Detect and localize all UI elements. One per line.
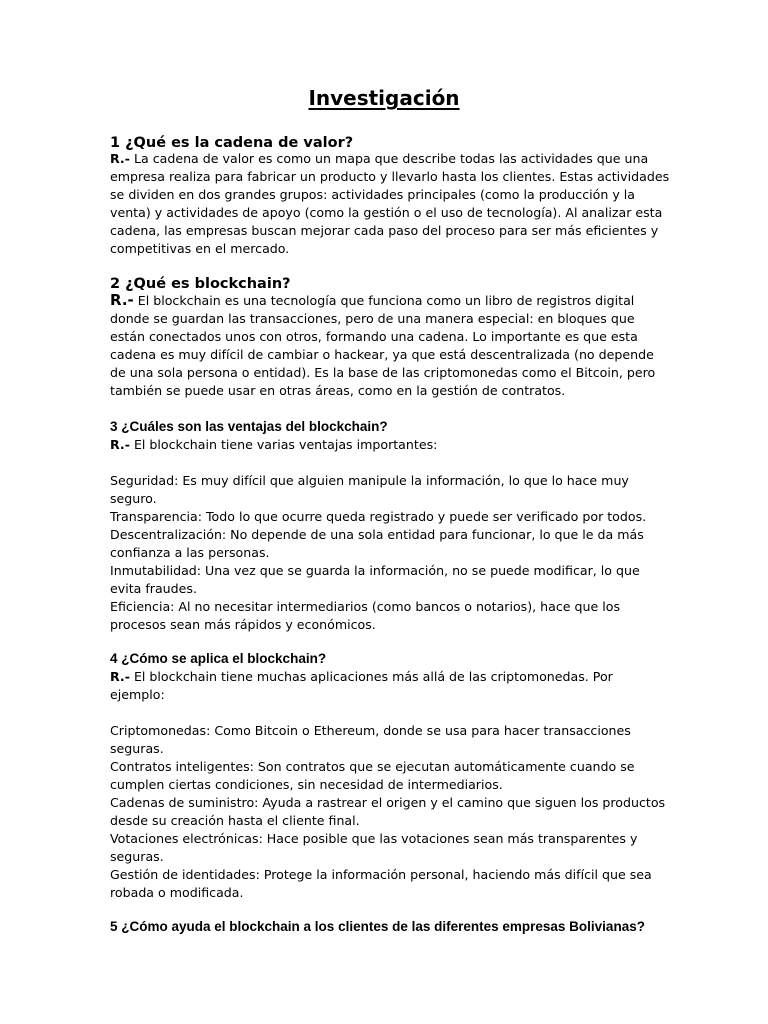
answer-text: El blockchain es una tecnología que funciona como un libro de registros digital donde se guardan las transacciones, pero de una manera especial: en bloques que están conectados unos con otros, formando una cadena. Lo importante es que esta cadena es muy difícil de cambiar o hackear, ya que está descentralizada (no depende de una sola persona o entidad). Es la base de las criptomonedas como el Bitcoin, pero también se puede usar en otras áreas, como en la gestión de contratos.	[110, 293, 656, 398]
list-item: Descentralización: No depende de una sola entidad para funcionar, lo que le da más confianza a las personas.	[110, 527, 644, 560]
answer-text: La cadena de valor es como un mapa que describe todas las actividades que una empresa realiza para fabricar un producto y llevarlo hasta los clientes. Estas actividades se dividen en dos grandes grupos: actividades principales (como la producción y la venta) y actividades de apoyo (como la gestión o el uso de tecnología). Al analizar esta cadena, las empresas buscan mejorar cada paso del proceso para ser más eficientes y competitivas en el mercado.	[110, 151, 670, 256]
answer-text: El blockchain tiene varias ventajas importantes:	[129, 437, 438, 452]
document-title: Investigación	[308, 86, 460, 110]
answer-prefix: R.-	[110, 151, 130, 166]
list-item: Cadenas de suministro: Ayuda a rastrear el origen y el camino que siguen los productos desde su creación hasta el cliente final.	[110, 795, 666, 828]
answer-text: El blockchain tiene muchas aplicaciones más allá de las criptomonedas. Por ejemplo:	[110, 669, 613, 702]
section-4	[110, 650, 670, 902]
section-5	[110, 918, 710, 936]
list-item: Gestión de identidades: Protege la información personal, haciendo más difícil que sea robada o modificada.	[110, 867, 652, 900]
list-item: Transparencia: Todo lo que ocurre queda registrado y puede ser verificado por todos.	[110, 509, 647, 524]
section-heading: 4 ¿Cómo se aplica el blockchain?	[110, 651, 327, 666]
section-answer	[110, 668, 670, 704]
section-1	[110, 133, 670, 258]
section-answer	[110, 436, 670, 454]
list-item: Seguridad: Es muy difícil que alguien manipule la información, lo que lo hace muy seguro.	[110, 473, 629, 506]
answer-prefix: R.-	[110, 291, 134, 309]
list-item: Eficiencia: Al no necesitar intermediarios (como bancos o notarios), hace que los procesos sean más rápidos y económicos.	[110, 599, 621, 632]
section-heading: 1 ¿Qué es la cadena de valor?	[110, 135, 354, 151]
list-item: Contratos inteligentes: Son contratos que se ejecutan automáticamente cuando se cumplen ciertas condiciones, sin necesidad de intermediarios.	[110, 759, 635, 792]
list-item: Criptomonedas: Como Bitcoin o Ethereum, donde se usa para hacer transacciones seguras.	[110, 723, 631, 756]
answer-prefix: R.-	[110, 437, 130, 452]
section-answer	[110, 150, 670, 258]
section-answer	[110, 291, 670, 400]
section-2	[110, 274, 670, 400]
list-item: Inmutabilidad: Una vez que se guarda la información, no se puede modificar, lo que evita fraudes.	[110, 563, 640, 596]
list-item: Votaciones electrónicas: Hace posible que las votaciones sean más transparentes y seguras.	[110, 831, 638, 864]
section-heading: 2 ¿Qué es blockchain?	[110, 276, 291, 292]
section-3	[110, 418, 670, 634]
answer-prefix: R.-	[110, 669, 130, 684]
section-heading: 3 ¿Cuáles son las ventajas del blockchain?	[110, 419, 388, 434]
section-heading: 5 ¿Cómo ayuda el blockchain a los clientes de las diferentes empresas Bolivianas?	[110, 919, 645, 934]
